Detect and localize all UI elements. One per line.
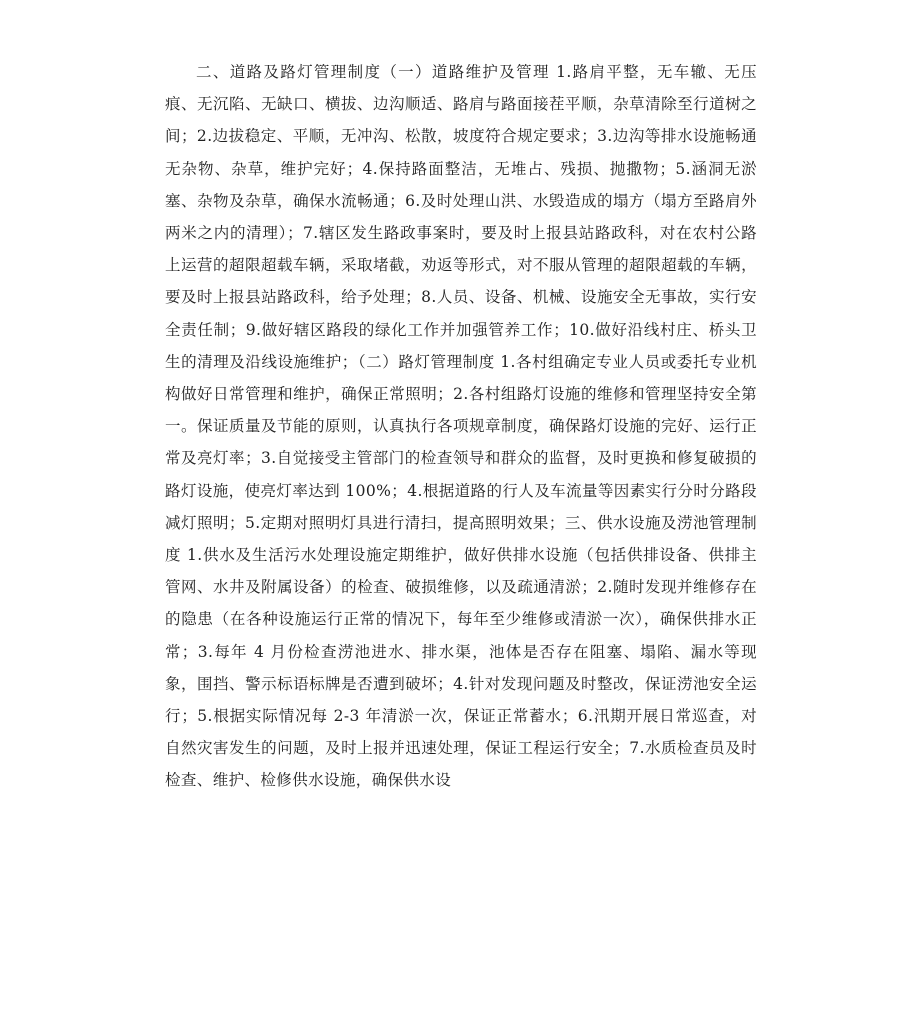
document-body [165,56,757,797]
body-paragraph: 二、道路及路灯管理制度（一）道路维护及管理 1.路肩平整，无车辙、无压痕、无沉陷、无缺口、横拔、边沟顺适、路肩与路面接茬平顺，杂草清除至行道树之间；2.边拔稳定、平顺，无冲沟、松散，坡度符合规定要求；3.边沟等排水设施畅通无杂物、杂草，维护完好；4.保持路面整洁，无堆占、残损、抛撒物；5.涵洞无淤塞、杂物及杂草，确保水流畅通；6.及时处理山洪、水毁造成的塌方（塌方至路肩外两米之内的清理）；7.辖区发生路政事案时，要及时上报县站路政科，对在农村公路上运营的超限超载车辆，采取堵截，劝返等形式，对不服从管理的超限超载的车辆，要及时上报县站路政科，给予处理；8.人员、设备、机械、设施安全无事故，实行安全责任制；9.做好辖区路段的绿化工作并加强管养工作；10.做好沿线村庄、桥头卫生的清理及沿线设施维护；（二）路灯管理制度 1.各村组确定专业人员或委托专业机构做好日常管理和维护，确保正常照明；2.各村组路灯设施的维修和管理坚持安全第一。保证质量及节能的原则，认真执行各项规章制度，确保路灯设施的完好、运行正常及亮灯率；3.自觉接受主管部门的检查领导和群众的监督，及时更换和修复破损的路灯设施，使亮灯率达到 100%；4.根据道路的行人及车流量等因素实行分时分路段减灯照明；5.定期对照明灯具进行清扫，提高照明效果；三、供水设施及涝池管理制度 1.供水及生活污水处理设施定期维护，做好供排水设施（包括供排设备、供排主管网、水井及附属设备）的检查、破损维修，以及疏通清淤；2.随时发现并维修存在的隐患（在各种设施运行正常的情况下，每年至少维修或清淤一次），确保供排水正常；3.每年 4 月份检查涝池进水、排水渠，池体是否存在阻塞、塌陷、漏水等现象，围挡、警示标语标牌是否遭到破坏；4.针对发现问题及时整改，保证涝池安全运行；5.根据实际情况每 2-3 年清淤一次，保证正常蓄水；6.汛期开展日常巡查，对自然灾害发生的问题，及时上报并迅速处理，保证工程运行安全；7.水质检查员及时检查、维护、检修供水设施，确保供水设 [165,63,757,790]
